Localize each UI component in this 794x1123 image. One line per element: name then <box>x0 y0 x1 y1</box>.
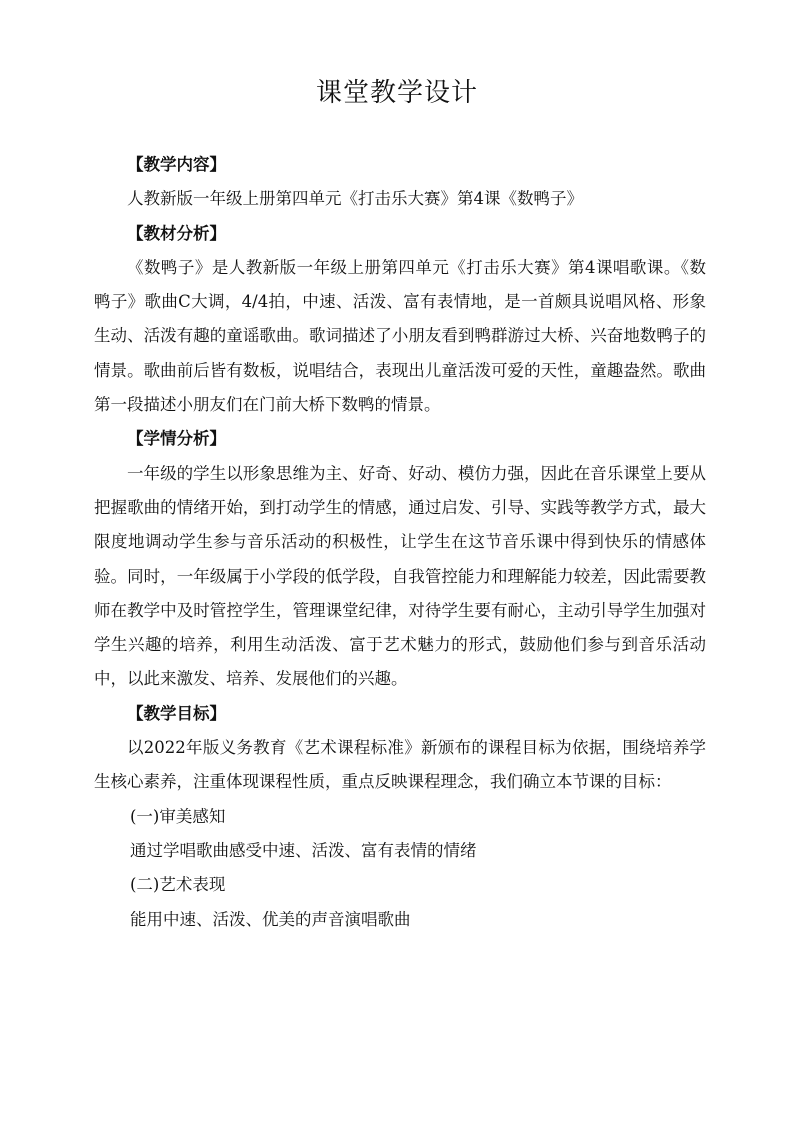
goal-label-aesthetic: (一)审美感知 <box>130 806 226 826</box>
goal-text-aesthetic: 通过学唱歌曲感受中速、活泼、富有表情的情绪 <box>130 840 477 860</box>
material-paragraph: 《数鸭子》是人教新版一年级上册第四单元《打击乐大赛》第4课唱歌课。《数鸭子》歌曲C大调，4/4拍，中速、活泼、富有表情地，是一首颇具说唱风格、形象生动、活泼有趣的童谣歌曲。歌词描述了小朋友看到鸭群游过大桥、兴奋地数鸭子的情景。歌曲前后皆有数板，说唱结合，表现出儿童活泼可爱的天性，童趣盎然。歌曲第一段描述小朋友们在门前大桥下数鸭的情景。 <box>94 257 706 415</box>
section-heading-material: 【教材分析】 <box>127 223 226 243</box>
section-heading-students: 【学情分析】 <box>127 429 226 449</box>
students-paragraph: 一年级的学生以形象思维为主、好奇、好动、模仿力强，因此在音乐课堂上要从把握歌曲的情绪开始，到打动学生的情感，通过启发、引导、实践等教学方式，最大限度地调动学生参与音乐活动的积极性，让学生在这节音乐课中得到快乐的情感体验。同时，一年级属于小学段的低学段，自我管控能力和理解能力较差，因此需要教师在教学中及时管控学生，管理课堂纪律，对待学生要有耐心，主动引导学生加强对学生兴趣的培养，利用生动活泼、富于艺术魅力的形式，鼓励他们参与到音乐活动中，以此来激发、培养、发展他们的兴趣。 <box>94 463 706 689</box>
goals-paragraph: 以2022年版义务教育《艺术课程标准》新颁布的课程目标为依据，围绕培养学生核心素养，注重体现课程性质，重点反映课程理念，我们确立本节课的目标： <box>94 738 706 792</box>
section-heading-goals: 【教学目标】 <box>127 703 226 723</box>
section-heading-content: 【教学内容】 <box>127 155 226 174</box>
goal-text-expression: 能用中速、活泼、优美的声音演唱歌曲 <box>130 909 411 929</box>
document-title: 课堂教学设计 <box>315 78 478 108</box>
document-body <box>94 148 706 937</box>
content-paragraph: 人教新版一年级上册第四单元《打击乐大赛》第4课《数鸭子》 <box>127 189 583 209</box>
goal-label-expression: (二)艺术表现 <box>130 875 226 895</box>
